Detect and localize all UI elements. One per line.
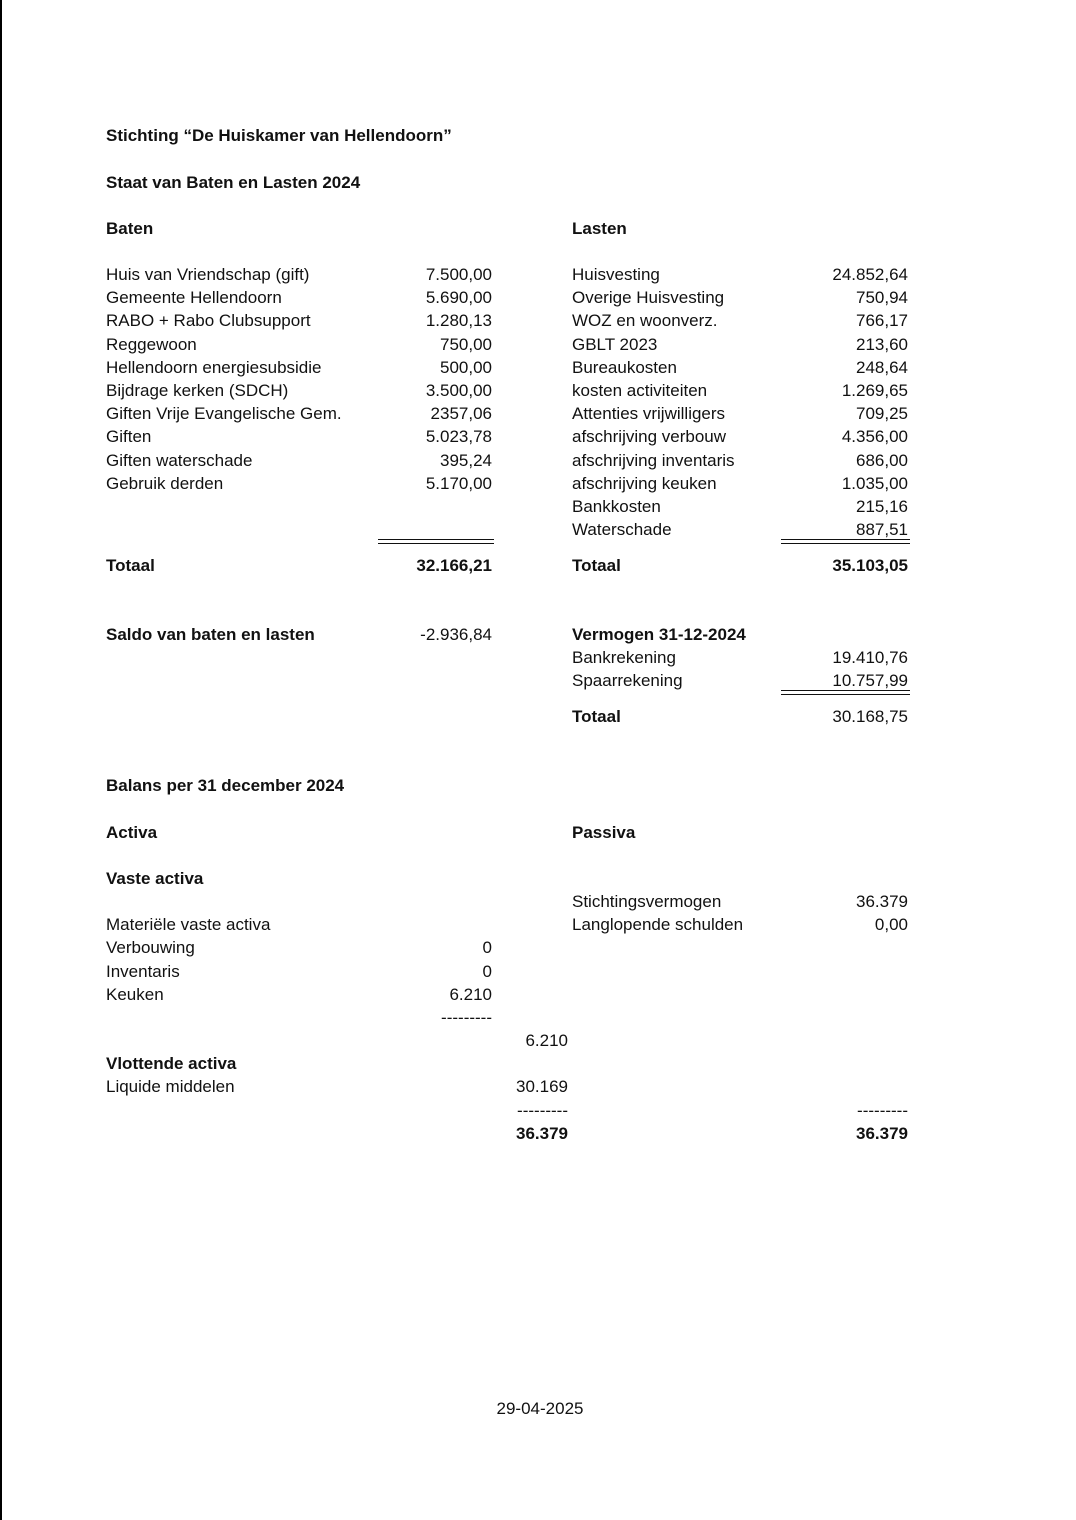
lasten-item-value: 215,16 <box>856 497 908 516</box>
activa-item-value: 0 <box>482 962 492 981</box>
lasten-heading: Lasten <box>572 219 627 238</box>
lasten-item-value: 24.852,64 <box>832 265 908 284</box>
organization-name: Stichting “De Huiskamer van Hellendoorn” <box>106 126 452 145</box>
lasten-total-rule <box>781 539 910 544</box>
lasten-item-label: WOZ en woonverz. <box>572 311 718 330</box>
vermogen-item-label: Spaarrekening <box>572 671 683 690</box>
lasten-total-label: Totaal <box>572 556 621 575</box>
lasten-item-label: Huisvesting <box>572 265 660 284</box>
lasten-item-value: 1.035,00 <box>841 474 908 493</box>
lasten-item-value: 686,00 <box>856 451 908 470</box>
passiva-item-value: 0,00 <box>874 915 908 934</box>
passiva-heading: Passiva <box>572 823 636 842</box>
lasten-item-label: Bureaukosten <box>572 358 677 377</box>
vaste-activa-separator: --------- <box>441 1008 492 1027</box>
lasten-item-label: afschrijving keuken <box>572 474 717 493</box>
lasten-item-value: 887,51 <box>856 520 908 539</box>
baten-item-label: Gebruik derden <box>106 474 224 493</box>
passiva-total-value: 36.379 <box>856 1124 908 1143</box>
lasten-item-value: 1.269,65 <box>841 381 908 400</box>
activa-item-label: Verbouwing <box>106 938 195 957</box>
baten-item-value: 750,00 <box>440 335 492 354</box>
lasten-item-value: 248,64 <box>856 358 908 377</box>
baten-item-label: RABO + Rabo Clubsupport <box>106 311 311 330</box>
activa-total-value: 36.379 <box>516 1124 568 1143</box>
vermogen-total-rule <box>781 690 910 695</box>
vermogen-item-label: Bankrekening <box>572 648 676 667</box>
lasten-item-label: kosten activiteiten <box>572 381 708 400</box>
baten-heading: Baten <box>106 219 154 238</box>
vlottende-activa-heading: Vlottende activa <box>106 1054 237 1073</box>
baten-item-label: Bijdrage kerken (SDCH) <box>106 381 289 400</box>
activa-item-value: 0 <box>482 938 492 957</box>
baten-total-rule <box>378 539 494 544</box>
lasten-item-label: GBLT 2023 <box>572 335 658 354</box>
lasten-item-value: 213,60 <box>856 335 908 354</box>
lasten-item-label: Bankkosten <box>572 497 661 516</box>
baten-item-label: Giften Vrije Evangelische Gem. <box>106 404 342 423</box>
vermogen-item-value: 19.410,76 <box>832 648 908 667</box>
lasten-item-value: 709,25 <box>856 404 908 423</box>
liquide-middelen-value: 30.169 <box>516 1077 568 1096</box>
vermogen-item-value: 10.757,99 <box>832 671 908 690</box>
passiva-item-value: 36.379 <box>856 892 908 911</box>
baten-item-value: 5.690,00 <box>425 288 492 307</box>
lasten-item-value: 4.356,00 <box>841 427 908 446</box>
baten-item-value: 500,00 <box>440 358 492 377</box>
saldo-label: Saldo van baten en lasten <box>106 625 315 644</box>
lasten-item-label: afschrijving verbouw <box>572 427 727 446</box>
vermogen-total-label: Totaal <box>572 707 621 726</box>
materiele-vaste-activa-label: Materiële vaste activa <box>106 915 271 934</box>
activa-total-separator: --------- <box>517 1101 568 1120</box>
vermogen-heading: Vermogen 31-12-2024 <box>572 625 746 644</box>
lasten-item-label: Attenties vrijwilligers <box>572 404 726 423</box>
baten-item-value: 5.023,78 <box>425 427 492 446</box>
baten-item-value: 2357,06 <box>430 404 492 423</box>
activa-item-label: Keuken <box>106 985 164 1004</box>
baten-item-value: 395,24 <box>440 451 492 470</box>
lasten-item-value: 750,94 <box>856 288 908 307</box>
activa-item-label: Inventaris <box>106 962 180 981</box>
baten-item-value: 5.170,00 <box>425 474 492 493</box>
page-left-border <box>0 0 2 1520</box>
baten-item-label: Hellendoorn energiesubsidie <box>106 358 322 377</box>
liquide-middelen-label: Liquide middelen <box>106 1077 235 1096</box>
passiva-total-separator: --------- <box>857 1101 908 1120</box>
baten-item-label: Giften waterschade <box>106 451 253 470</box>
vermogen-total-value: 30.168,75 <box>832 707 908 726</box>
baten-item-label: Gemeente Hellendoorn <box>106 288 282 307</box>
baten-total-label: Totaal <box>106 556 155 575</box>
baten-item-value: 7.500,00 <box>425 265 492 284</box>
baten-total-value: 32.166,21 <box>416 556 492 575</box>
vaste-activa-subtotal: 6.210 <box>525 1031 568 1050</box>
passiva-item-label: Stichtingsvermogen <box>572 892 722 911</box>
balans-title: Balans per 31 december 2024 <box>106 776 345 795</box>
lasten-item-label: Overige Huisvesting <box>572 288 725 307</box>
baten-item-label: Reggewoon <box>106 335 197 354</box>
footer-date: 29-04-2025 <box>496 1399 584 1418</box>
baten-item-value: 1.280,13 <box>425 311 492 330</box>
lasten-item-value: 766,17 <box>856 311 908 330</box>
activa-heading: Activa <box>106 823 158 842</box>
saldo-value: -2.936,84 <box>420 625 492 644</box>
lasten-item-label: afschrijving inventaris <box>572 451 735 470</box>
statement-title: Staat van Baten en Lasten 2024 <box>106 173 361 192</box>
lasten-total-value: 35.103,05 <box>832 556 908 575</box>
vaste-activa-heading: Vaste activa <box>106 869 204 888</box>
baten-item-label: Giften <box>106 427 152 446</box>
passiva-item-label: Langlopende schulden <box>572 915 744 934</box>
activa-item-value: 6.210 <box>449 985 492 1004</box>
lasten-item-label: Waterschade <box>572 520 672 539</box>
baten-item-value: 3.500,00 <box>425 381 492 400</box>
baten-item-label: Huis van Vriendschap (gift) <box>106 265 310 284</box>
